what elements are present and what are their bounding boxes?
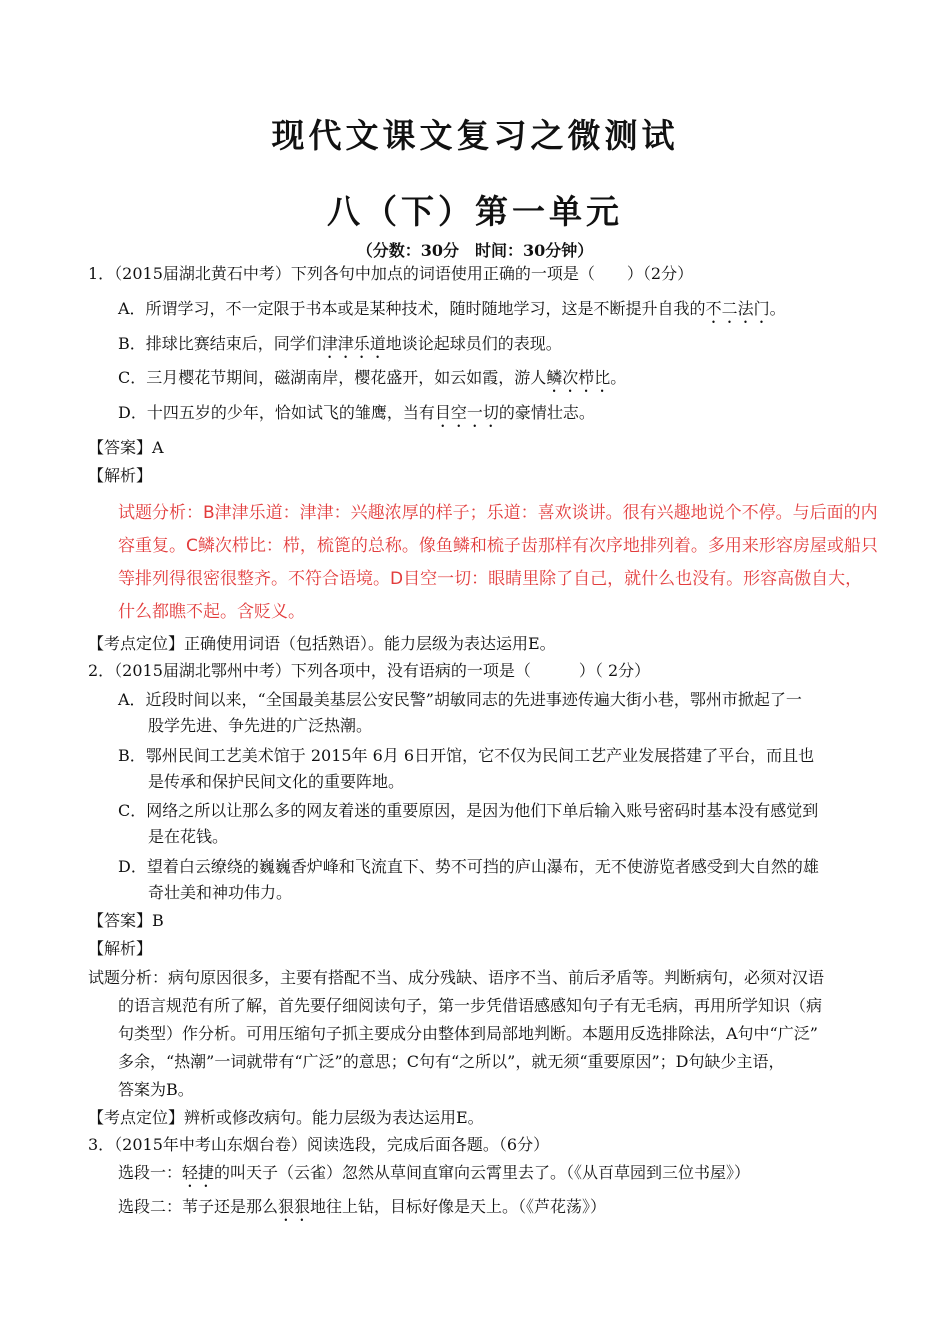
emphasized-word: 津津乐道 bbox=[321, 334, 386, 353]
q2-stem: 2．（2015届湖北鄂州中考）下列各项中，没有语病的一项是（ ）（ 2分） bbox=[88, 661, 651, 680]
option-text: B．排球比赛结束后，同学们 bbox=[118, 334, 322, 353]
option-text: A．所谓学习，不一定限于书本或是某种技术，随时随地学习，这是不断提升自我的 bbox=[118, 299, 706, 318]
q1-option-d bbox=[118, 403, 595, 431]
q2-option-d-line2: 奇壮美和神功伟力。 bbox=[148, 883, 293, 902]
emphasized-word: 目空一切 bbox=[434, 403, 499, 422]
q2-option-c-line1: C．网络之所以让那么多的网友着迷的重要原因，是因为他们下单后输入账号密码时基本没有感觉到 bbox=[118, 801, 819, 820]
q2-analysis-label: 【解析】 bbox=[88, 939, 153, 958]
unit-title: 八（下）第一单元 bbox=[327, 192, 623, 231]
excerpt-label: 选段一： bbox=[118, 1163, 183, 1182]
q2-option-b-line1: B．鄂州民间工艺美术馆于 2015年 6月 6日开馆，它不仅为民间工艺产业发展搭建了平台，而且也 bbox=[118, 746, 815, 765]
option-text: D．十四五岁的少年，恰如试飞的雏鹰，当有 bbox=[118, 403, 435, 422]
document-title: 现代文课文复习之微测试 bbox=[271, 116, 679, 155]
option-text: 的豪情壮志。 bbox=[498, 403, 595, 422]
q2-analysis-line5: 答案为B。 bbox=[118, 1080, 194, 1099]
q2-answer: 【答案】B bbox=[88, 911, 164, 930]
q2-option-b-line2: 是传承和保护民间文化的重要阵地。 bbox=[148, 772, 405, 791]
emphasized-word: 狠狠 bbox=[278, 1197, 311, 1216]
excerpt-text: 选段二：苇子还是那么 bbox=[118, 1197, 279, 1216]
q2-analysis-line2: 的语言规范有所了解，首先要仔细阅读句子，第一步凭借语感感知句子有无毛病，再用所学知识（病 bbox=[118, 996, 823, 1015]
q2-analysis-line1: 试题分析：病句原因很多，主要有搭配不当、成分残缺、语序不当、前后矛盾等。判断病句，必须对汉语 bbox=[88, 968, 825, 987]
emphasized-word: 鳞次栉比 bbox=[546, 368, 611, 387]
option-text: 。 bbox=[610, 368, 627, 387]
q2-option-a-line2: 股学先进、争先进的广泛热潮。 bbox=[148, 716, 373, 735]
q2-kaodian: 【考点定位】辨析或修改病句。能力层级为表达运用E。 bbox=[88, 1108, 484, 1127]
emphasized-word: 轻捷 bbox=[182, 1163, 215, 1182]
q1-option-c bbox=[118, 368, 626, 396]
q3-excerpt-2 bbox=[118, 1197, 606, 1225]
score-time-info: （分数：30分 时间：30分钟） bbox=[356, 241, 594, 260]
q1-kaodian: 【考点定位】正确使用词语（包括熟语）。能力层级为表达运用E。 bbox=[88, 634, 556, 653]
emphasized-word: 不二法门 bbox=[705, 299, 770, 318]
q2-option-c-line2: 是在花钱。 bbox=[148, 827, 229, 846]
q1-analysis-label: 【解析】 bbox=[88, 466, 153, 485]
q1-option-a bbox=[118, 299, 786, 327]
q2-option-d-line1: D．望着白云缭绕的巍巍香炉峰和飞流直下、势不可挡的庐山瀑布，无不使游览者感受到大自然的雄 bbox=[118, 857, 819, 876]
q2-analysis-line4: 多余，“热潮”一词就带有“广泛”的意思；C句有“之所以”，就无须“重要原因”；D句缺少主语， bbox=[118, 1052, 785, 1071]
option-text: 。 bbox=[769, 299, 786, 318]
option-text: C．三月樱花节期间，磁湖南岸，樱花盛开，如云如霞，游人 bbox=[118, 368, 547, 387]
option-text: 地谈论起球员们的表现。 bbox=[385, 334, 562, 353]
q1-option-b bbox=[118, 334, 562, 362]
q3-stem: 3．（2015年中考山东烟台卷）阅读选段，完成后面各题。（6分） bbox=[88, 1135, 550, 1154]
excerpt-text: 地往上钻，目标好像是天上。（《芦花荡》） bbox=[310, 1197, 607, 1216]
q1-analysis-text: 试题分析：B津津乐道：津津：兴趣浓厚的样子；乐道：喜欢谈讲。很有兴趣地说个不停。与后面的内容重复。C鳞次栉比：栉，梳篦的总称。像鱼鳞和梳子齿那样有次序地排列着。多用来形容房屋或船只等排列得很密很整齐。不符合语境。D目空一切：眼睛里除了自己，就什么也没有。形容高傲自大，什么都瞧不起。含贬义。 bbox=[118, 503, 878, 622]
q2-analysis-line3: 句类型）作分析。可用压缩句子抓主要成分由整体到局部地判断。本题用反选排除法，A句中“广泛” bbox=[118, 1024, 818, 1043]
q1-answer: 【答案】A bbox=[88, 438, 164, 457]
q2-option-a-line1: A．近段时间以来，“全国最美基层公安民警”胡敏同志的先进事迹传遍大街小巷，鄂州市掀起了一 bbox=[118, 690, 802, 709]
q1-stem: 1．（2015届湖北黄石中考）下列各句中加点的词语使用正确的一项是（ ）（2分） bbox=[88, 264, 694, 283]
q3-excerpt-1 bbox=[118, 1163, 750, 1191]
excerpt-text: 的叫天子（云雀）忽然从草间直窜向云霄里去了。（《从百草园到三位书屋》） bbox=[214, 1163, 751, 1182]
